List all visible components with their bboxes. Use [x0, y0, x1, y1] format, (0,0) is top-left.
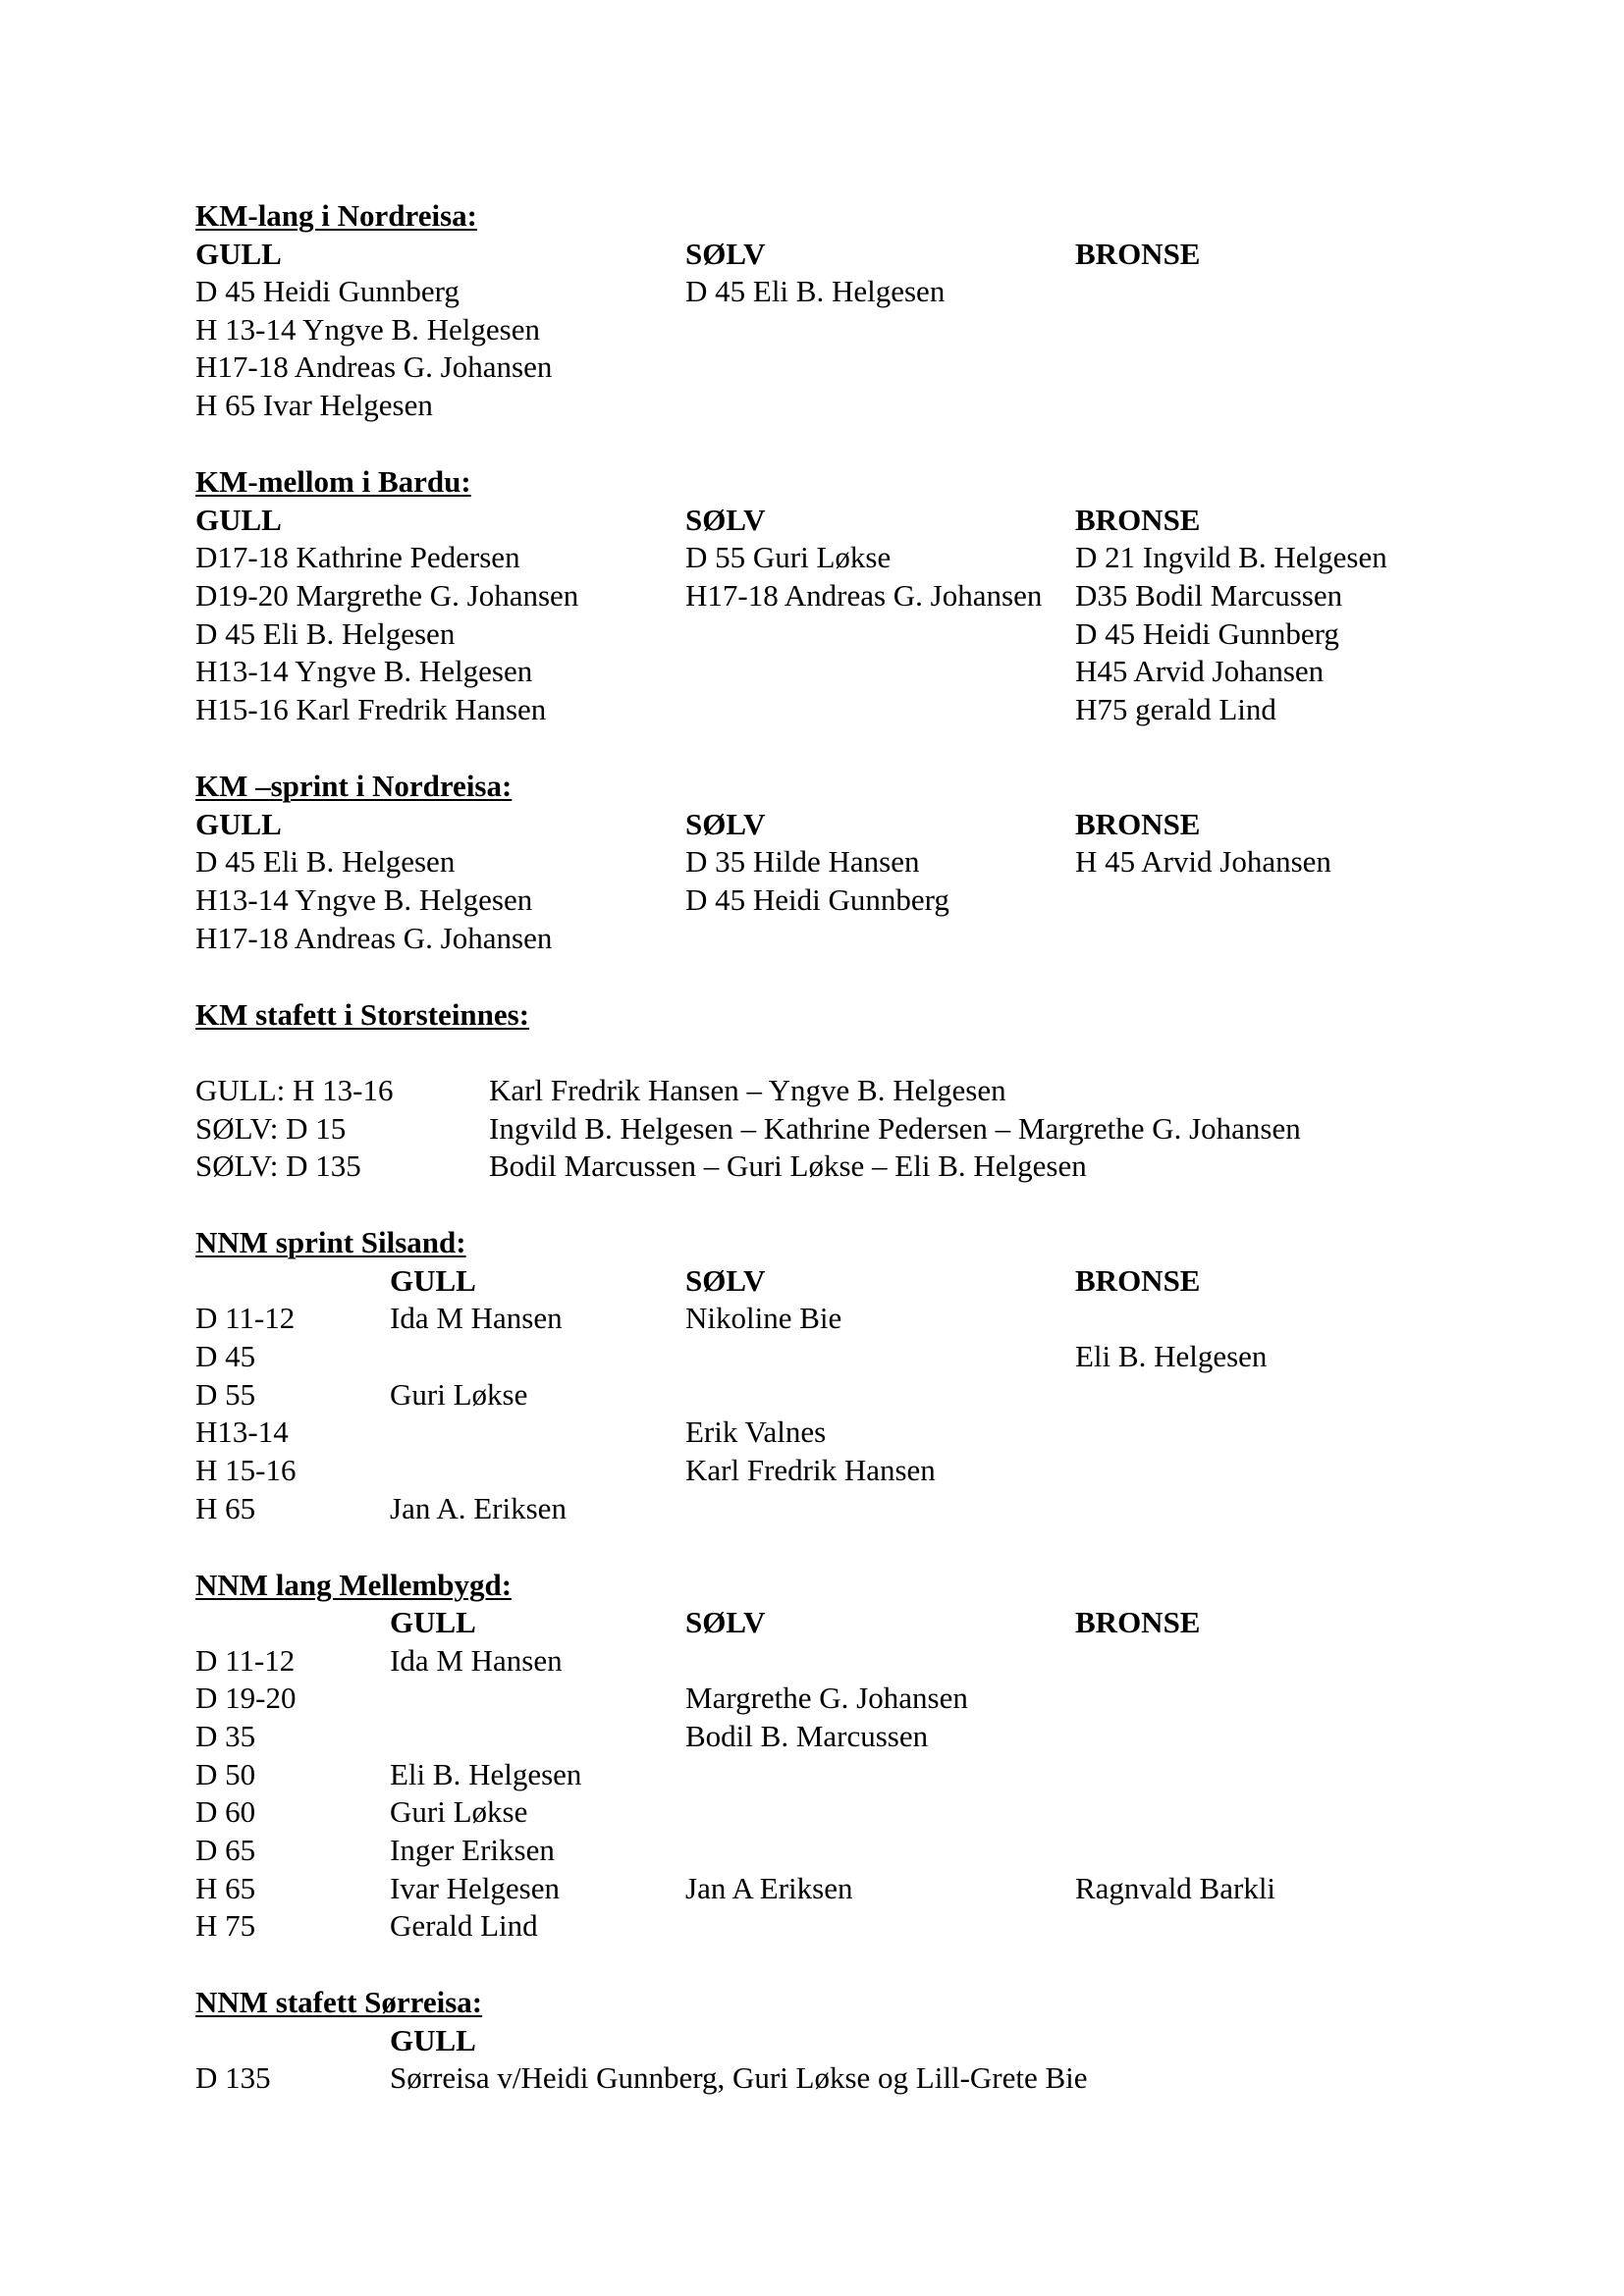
header-gold: GULL [195, 503, 282, 537]
gold-entry: H 13-14 Yngve B. Helgesen [195, 312, 540, 347]
class-label: D 19-20 [195, 1681, 297, 1715]
gold-entry: H17-18 Andreas G. Johansen [195, 921, 553, 955]
relay-label: SØLV: D 135 [195, 1148, 361, 1183]
header-silver: SØLV [685, 237, 766, 271]
relay-team: Sørreisa v/Heidi Gunnberg, Guri Løkse og Lill-Grete Bie [390, 2060, 1088, 2095]
bronze-entry: D 45 Heidi Gunnberg [1075, 616, 1339, 651]
gold-entry: H15-16 Karl Fredrik Hansen [195, 692, 547, 726]
gold-entry: D17-18 Kathrine Pedersen [195, 540, 520, 574]
gold-entry: H 65 Ivar Helgesen [195, 388, 433, 422]
gold-cell: Jan A. Eriksen [390, 1491, 567, 1525]
bronze-cell: Eli B. Helgesen [1075, 1339, 1268, 1373]
section-title: NNM sprint Silsand: [195, 1225, 466, 1259]
gold-cell: Guri Løkse [390, 1794, 528, 1829]
class-label: D 45 [195, 1339, 256, 1373]
section-title: KM-lang i Nordreisa: [195, 198, 478, 233]
header-bronze: BRONSE [1075, 807, 1201, 841]
silver-entry: H17-18 Andreas G. Johansen [685, 578, 1043, 613]
relay-team: Karl Fredrik Hansen – Yngve B. Helgesen [489, 1073, 1006, 1107]
silver-cell: Margrethe G. Johansen [685, 1681, 968, 1715]
class-label: H 15-16 [195, 1453, 297, 1487]
relay-team: Ingvild B. Helgesen – Kathrine Pedersen – Margrethe G. Johansen [489, 1111, 1301, 1146]
class-label: D 55 [195, 1377, 256, 1412]
class-label: D 35 [195, 1719, 256, 1753]
class-label: H 75 [195, 1908, 256, 1943]
bronze-entry: H45 Arvid Johansen [1075, 654, 1325, 688]
silver-cell: Karl Fredrik Hansen [685, 1453, 936, 1487]
gold-entry: D19-20 Margrethe G. Johansen [195, 578, 579, 613]
class-label: D 60 [195, 1794, 256, 1829]
bronze-entry: D 21 Ingvild B. Helgesen [1075, 540, 1387, 574]
header-gold: GULL [390, 1263, 476, 1298]
gold-cell: Guri Løkse [390, 1377, 528, 1412]
class-label: H 65 [195, 1491, 256, 1525]
gold-entry: D 45 Heidi Gunnberg [195, 274, 460, 308]
header-silver: SØLV [685, 1263, 766, 1298]
header-silver: SØLV [685, 503, 766, 537]
section-title: NNM lang Mellembygd: [195, 1568, 513, 1602]
silver-cell: Nikoline Bie [685, 1301, 842, 1335]
relay-label: GULL: H 13-16 [195, 1073, 394, 1107]
bronze-entry: D35 Bodil Marcussen [1075, 578, 1343, 613]
section-title: NNM stafett Sørreisa: [195, 1985, 483, 2019]
silver-entry: D 45 Eli B. Helgesen [685, 274, 946, 308]
gold-entry: H13-14 Yngve B. Helgesen [195, 654, 533, 688]
class-label: D 65 [195, 1833, 256, 1867]
class-label: D 11-12 [195, 1643, 296, 1678]
relay-team: Bodil Marcussen – Guri Løkse – Eli B. Helgesen [489, 1148, 1087, 1183]
silver-cell: Jan A Eriksen [685, 1871, 853, 1905]
silver-entry: D 55 Guri Løkse [685, 540, 892, 574]
bronze-entry: H 45 Arvid Johansen [1075, 844, 1331, 879]
gold-entry: D 45 Eli B. Helgesen [195, 844, 456, 879]
section-title: KM stafett i Storsteinnes: [195, 997, 530, 1032]
gold-cell: Ida M Hansen [390, 1643, 563, 1678]
section-title: KM –sprint i Nordreisa: [195, 769, 513, 803]
header-gold: GULL [195, 807, 282, 841]
header-bronze: BRONSE [1075, 237, 1201, 271]
header-gold: GULL [390, 1605, 476, 1639]
silver-entry: D 45 Heidi Gunnberg [685, 882, 949, 917]
class-label: D 11-12 [195, 1301, 296, 1335]
header-gold: GULL [195, 237, 282, 271]
relay-label: SØLV: D 15 [195, 1111, 347, 1146]
gold-cell: Eli B. Helgesen [390, 1757, 582, 1791]
header-silver: SØLV [685, 1605, 766, 1639]
silver-entry: D 35 Hilde Hansen [685, 844, 920, 879]
bronze-cell: Ragnvald Barkli [1075, 1871, 1276, 1905]
silver-cell: Erik Valnes [685, 1415, 827, 1449]
header-gold: GULL [390, 2023, 476, 2057]
header-bronze: BRONSE [1075, 1605, 1201, 1639]
section-title: KM-mellom i Bardu: [195, 464, 471, 499]
class-label: H13-14 [195, 1415, 289, 1449]
gold-entry: D 45 Eli B. Helgesen [195, 616, 456, 651]
header-bronze: BRONSE [1075, 503, 1201, 537]
gold-cell: Inger Eriksen [390, 1833, 555, 1867]
gold-cell: Ida M Hansen [390, 1301, 563, 1335]
class-label: H 65 [195, 1871, 256, 1905]
gold-entry: H17-18 Andreas G. Johansen [195, 349, 553, 384]
gold-cell: Gerald Lind [390, 1908, 538, 1943]
gold-entry: H13-14 Yngve B. Helgesen [195, 882, 533, 917]
header-bronze: BRONSE [1075, 1263, 1201, 1298]
bronze-entry: H75 gerald Lind [1075, 692, 1276, 726]
class-label: D 50 [195, 1757, 256, 1791]
class-label: D 135 [195, 2060, 271, 2095]
gold-cell: Ivar Helgesen [390, 1871, 560, 1905]
silver-cell: Bodil B. Marcussen [685, 1719, 929, 1753]
header-silver: SØLV [685, 807, 766, 841]
